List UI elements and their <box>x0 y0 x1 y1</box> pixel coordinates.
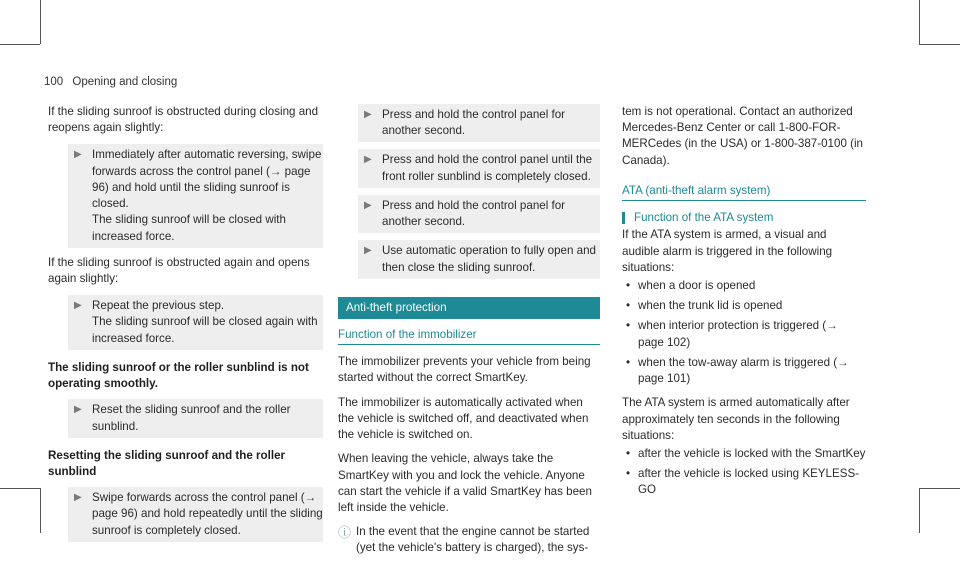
crop-mark <box>919 44 960 45</box>
paragraph: If the sliding sunroof is obstructed again and opens again slightly: <box>48 255 310 285</box>
arrow-right-icon: ▶ <box>364 245 372 257</box>
list-item: • after the vehicle is locked using KEYLESS-GO <box>622 466 866 498</box>
arrow-right-icon: ▶ <box>364 199 372 211</box>
list-item: • when the trunk lid is opened <box>622 298 866 314</box>
arrow-right-icon: ▶ <box>74 404 82 416</box>
section-bar-title: Anti-theft protection <box>338 297 600 319</box>
info-note <box>338 524 600 556</box>
instruction-step <box>68 295 323 350</box>
crop-mark <box>919 488 960 489</box>
page-number: 100 <box>44 76 64 88</box>
subheading: Resetting the sliding sunroof and the roller sunblind <box>48 448 286 478</box>
subsection-title: Function of the ATA system <box>634 211 774 225</box>
paragraph: When leaving the vehicle, always take the SmartKey with you and lock the vehicle. Anyone can start the vehicle if a valid SmartKey has been left inside the vehicle. <box>338 452 592 514</box>
arrow-right-icon: ▶ <box>364 154 372 166</box>
arrow-right-icon: ▶ <box>74 149 82 161</box>
step-text: Press and hold the control panel for another second. <box>382 108 566 138</box>
paragraph: The ATA system is armed automatically after approximately ten seconds in the following situations: <box>622 396 850 442</box>
list-item: • after the vehicle is locked with the SmartKey <box>622 446 866 462</box>
arrow-right-icon: ▶ <box>364 109 372 120</box>
crop-mark <box>0 44 40 45</box>
list-item: • when the tow-away alarm is triggered (→ page 101) <box>622 355 866 387</box>
subsection-heading <box>622 210 866 226</box>
section-title: Opening and closing <box>72 76 178 88</box>
section-heading: Function of the immobilizer <box>338 327 600 345</box>
instruction-step <box>358 149 600 187</box>
note-text: In the event that the engine cannot be started (yet the vehicle's battery is charged), the sys- <box>356 525 590 555</box>
paragraph: The immobilizer is automatically activated when the vehicle is switched off, and deactivated when the vehicle is switched on. <box>338 395 589 442</box>
step-text: Repeat the previous step. <box>92 299 225 313</box>
step-text: Swipe forwards across the control panel (→ page 96) and hold repeatedly until the sliding sunroof is completely closed. <box>92 491 323 537</box>
instruction-step <box>68 487 323 542</box>
column-2 <box>338 104 600 565</box>
list-item: • when a door is opened <box>622 278 866 294</box>
step-text: Press and hold the control panel for another second. <box>382 198 566 229</box>
instruction-step <box>358 195 600 233</box>
instruction-step <box>68 144 323 247</box>
crop-mark <box>919 0 920 44</box>
bullet-list <box>622 278 866 387</box>
crop-mark <box>40 488 41 533</box>
step-result: The sliding sunroof will be closed again with increased force. <box>92 315 318 345</box>
subheading: The sliding sunroof or the roller sunblind is not operating smoothly. <box>48 360 309 391</box>
step-text: Immediately after automatic reversing, swipe forwards across the control panel (→ page 96) and hold until the sliding sunroof is closed. <box>92 148 322 211</box>
bullet-list <box>622 446 866 499</box>
instruction-step <box>358 104 600 142</box>
step-text: Use automatic operation to fully open and then close the sliding sunroof. <box>382 244 596 274</box>
paragraph: The immobilizer prevents your vehicle from being started without the correct SmartKey. <box>338 355 591 385</box>
paragraph: If the sliding sunroof is obstructed during closing and reopens again slightly: <box>48 105 319 135</box>
info-icon: ⓘ <box>338 525 352 541</box>
section-marker <box>622 212 625 224</box>
paragraph: tem is not operational. Contact an authorized Mercedes-Benz Center or call 1-800-FOR-MERCedes (in the USA) or 1-800-387-0100 (in Canada). <box>622 105 864 167</box>
crop-mark <box>919 488 920 533</box>
section-heading: ATA (anti-theft alarm system) <box>622 183 866 201</box>
column-1 <box>48 104 323 549</box>
instruction-step <box>68 399 323 437</box>
step-result: The sliding sunroof will be closed with increased force. <box>92 213 286 243</box>
crop-mark <box>40 0 41 44</box>
arrow-right-icon: ▶ <box>74 492 82 504</box>
crop-mark <box>0 488 40 489</box>
instruction-step <box>358 240 600 278</box>
column-3 <box>622 104 866 507</box>
paragraph: If the ATA system is armed, a visual and audible alarm is triggered in the following situations: <box>622 228 833 274</box>
list-item: • when interior protection is triggered (→ page 102) <box>622 318 866 350</box>
page-header <box>44 74 177 90</box>
step-text: Reset the sliding sunroof and the roller sunblind. <box>92 403 291 433</box>
arrow-right-icon: ▶ <box>74 300 82 312</box>
step-text: Press and hold the control panel until the front roller sunblind is completely closed. <box>382 153 593 183</box>
